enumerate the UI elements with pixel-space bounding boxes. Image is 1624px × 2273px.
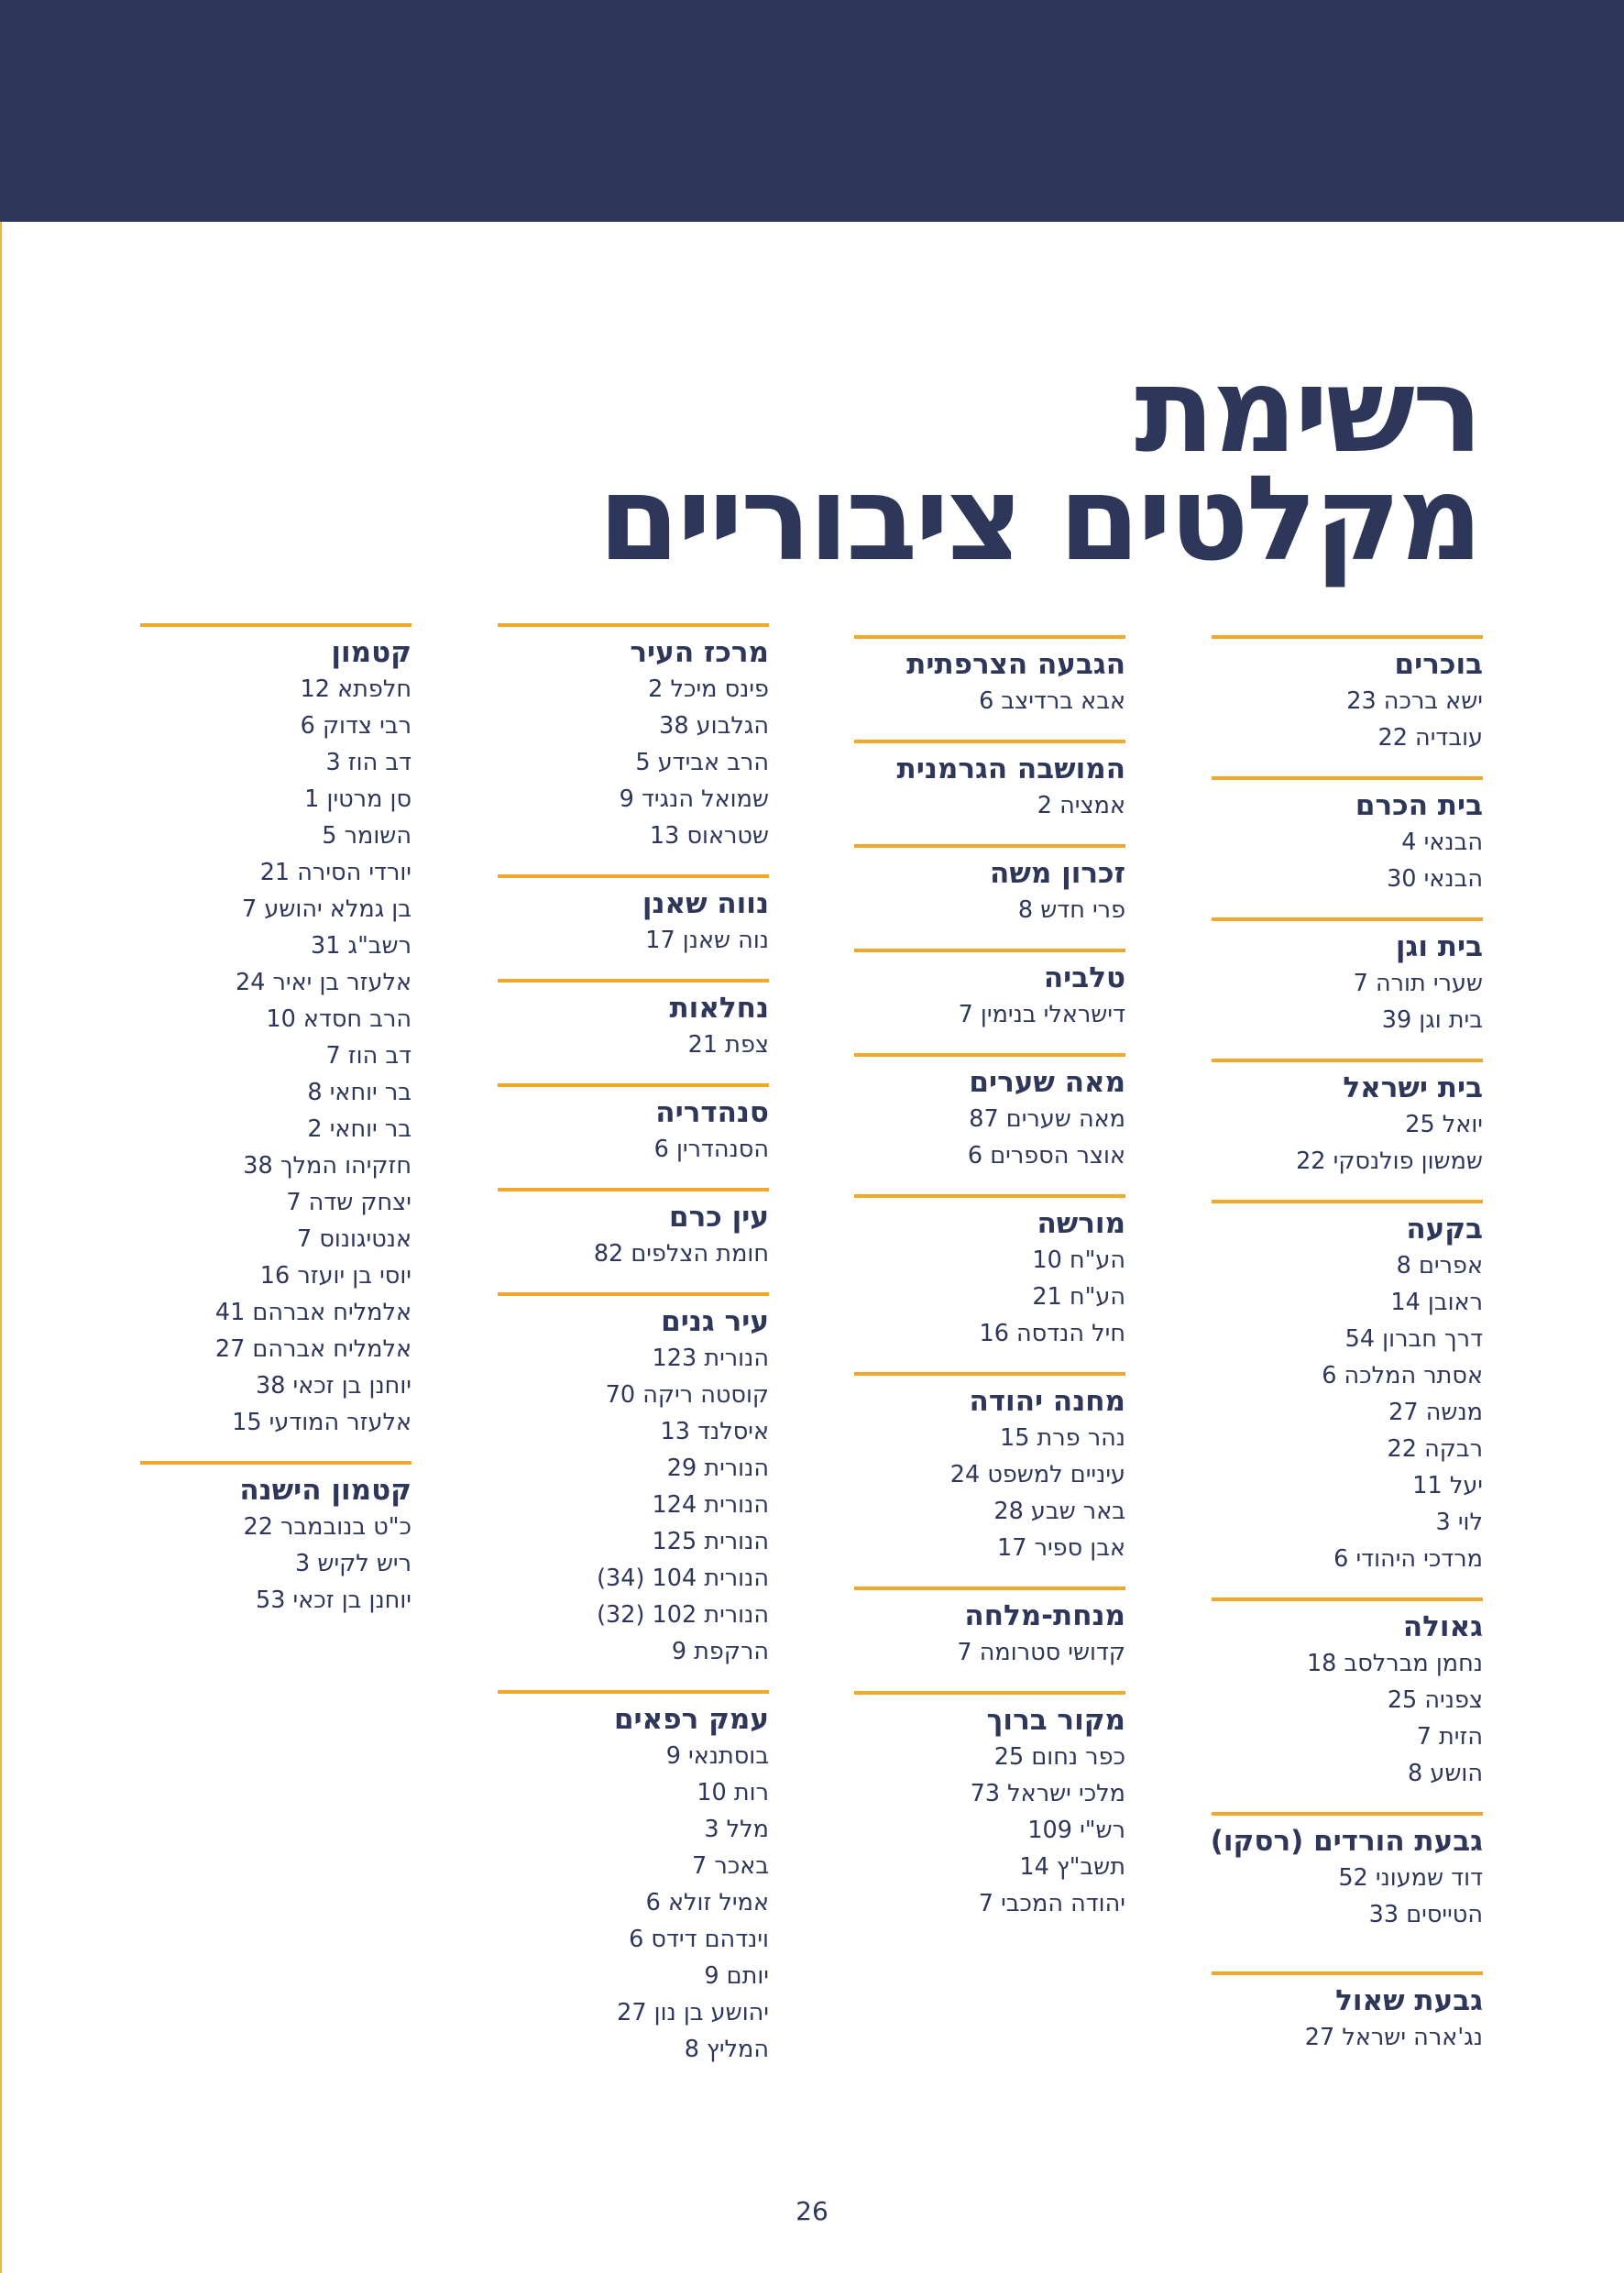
shelter-address: דוד שמעוני 52 bbox=[1338, 1864, 1483, 1892]
neighborhood-title: סנהדריה bbox=[655, 1096, 769, 1129]
shelter-address: בר יוחאי 2 bbox=[307, 1115, 411, 1143]
shelter-address: לוי 3 bbox=[1435, 1509, 1483, 1536]
neighborhood-title: מקור ברוך bbox=[986, 1704, 1125, 1737]
shelter-address: הע"ח 10 bbox=[1032, 1246, 1125, 1274]
neighborhood-title: גבעת שאול bbox=[1335, 1984, 1483, 2017]
neighborhood-section bbox=[1212, 635, 1483, 756]
shelter-address: חזקיהו המלך 38 bbox=[243, 1152, 411, 1180]
shelter-address: דב הוז 7 bbox=[325, 1042, 411, 1070]
neighborhood-title: מנחת-מלחה bbox=[964, 1599, 1125, 1632]
shelter-address: שערי תורה 7 bbox=[1353, 970, 1483, 997]
shelter-address: יהושע בן נון 27 bbox=[617, 1999, 769, 2026]
neighborhood-title: מרכז העיר bbox=[630, 636, 769, 669]
shelter-address: דישראלי בנימין 7 bbox=[958, 1001, 1125, 1028]
neighborhood-title: מאה שערים bbox=[969, 1066, 1125, 1099]
neighborhood-section bbox=[498, 1292, 769, 1670]
neighborhood-title: בוכרים bbox=[1394, 648, 1483, 681]
shelter-address: אמיל זולא 6 bbox=[645, 1889, 769, 1916]
neighborhood-title: בקעה bbox=[1406, 1213, 1483, 1246]
shelter-address: אנטיגונוס 7 bbox=[297, 1225, 411, 1253]
neighborhood-title: עמק רפאים bbox=[613, 1703, 769, 1736]
shelter-address: אלמליח אברהם 41 bbox=[214, 1299, 411, 1326]
neighborhood-title: בית הכרם bbox=[1355, 789, 1483, 822]
page-title bbox=[598, 343, 1480, 587]
neighborhood-title: גבעת הורדים (רסקו) bbox=[1210, 1825, 1483, 1858]
shelter-address: בר יוחאי 8 bbox=[307, 1079, 411, 1106]
shelter-address: יצחק שדה 7 bbox=[286, 1189, 411, 1216]
neighborhood-title: מורשה bbox=[1037, 1207, 1125, 1240]
shelter-address: הנורית 29 bbox=[666, 1455, 769, 1482]
neighborhood-section bbox=[498, 1083, 769, 1168]
neighborhood-title: המושבה הגרמנית bbox=[896, 752, 1125, 785]
shelter-address: צפניה 25 bbox=[1387, 1686, 1483, 1714]
neighborhood-section bbox=[854, 740, 1125, 824]
neighborhood-title: נווה שאנן bbox=[642, 887, 769, 920]
shelter-address: רבקה 22 bbox=[1387, 1435, 1483, 1463]
neighborhood-title: זכרון משה bbox=[990, 857, 1125, 890]
shelter-address: נוה שאנן 17 bbox=[645, 927, 769, 954]
neighborhood-title: גאולה bbox=[1402, 1610, 1483, 1643]
shelter-address: יואל 25 bbox=[1405, 1111, 1483, 1138]
shelter-address: הנורית 102 (32) bbox=[597, 1601, 769, 1629]
neighborhood-section bbox=[1212, 917, 1483, 1038]
shelter-address: יורדי הסירה 21 bbox=[259, 859, 411, 886]
shelter-address: יוחנן בן זכאי 38 bbox=[256, 1372, 411, 1400]
shelter-address: קוסטה ריקה 70 bbox=[605, 1381, 769, 1409]
shelter-address: מאה שערים 87 bbox=[969, 1105, 1125, 1133]
neighborhood-section bbox=[140, 623, 411, 1441]
shelter-address: הרב חסדא 10 bbox=[266, 1005, 411, 1033]
neighborhood-section bbox=[1212, 1971, 1483, 2056]
neighborhood-section bbox=[854, 949, 1125, 1033]
shelter-address: מלל 3 bbox=[704, 1816, 769, 1843]
shelter-address: נג'ארה ישראל 27 bbox=[1304, 2024, 1483, 2051]
shelter-address: ריש לקיש 3 bbox=[295, 1550, 411, 1577]
neighborhood-title: מחנה יהודה bbox=[969, 1385, 1125, 1418]
neighborhood-section bbox=[854, 1053, 1125, 1174]
shelter-address: כפר נחום 25 bbox=[993, 1743, 1125, 1771]
shelter-address: יוסי בן יועזר 16 bbox=[259, 1262, 411, 1290]
shelter-address: הנורית 124 bbox=[652, 1491, 769, 1519]
shelter-address: הטייסים 33 bbox=[1368, 1901, 1483, 1928]
shelter-address: תשב"ץ 14 bbox=[1019, 1853, 1125, 1881]
shelter-address: הרקפת 9 bbox=[671, 1638, 769, 1665]
shelter-address: אמציה 2 bbox=[1037, 792, 1125, 819]
shelter-address: צפת 21 bbox=[687, 1031, 769, 1059]
neighborhood-section bbox=[854, 1691, 1125, 1922]
shelter-address: מרדכי היהודי 6 bbox=[1333, 1545, 1483, 1573]
shelter-address: עובדיה 22 bbox=[1377, 724, 1483, 752]
header-band bbox=[0, 0, 1624, 222]
shelter-address: הושע 8 bbox=[1408, 1760, 1483, 1787]
shelter-address: נחמן מברלסב 18 bbox=[1306, 1650, 1483, 1677]
neighborhood-section bbox=[1212, 1598, 1483, 1792]
neighborhood-section bbox=[1212, 1200, 1483, 1577]
shelter-address: הנורית 125 bbox=[652, 1528, 769, 1555]
shelter-address: שמואל הנגיד 9 bbox=[619, 785, 769, 813]
neighborhood-title: טלביה bbox=[1043, 961, 1125, 994]
shelter-address: רשב"ג 31 bbox=[311, 932, 411, 960]
shelter-address: פרי חדש 8 bbox=[1017, 896, 1125, 924]
neighborhood-title: בית ישראל bbox=[1343, 1071, 1483, 1104]
shelter-address: הע"ח 21 bbox=[1032, 1283, 1125, 1311]
neighborhood-title: בית וגן bbox=[1395, 930, 1483, 963]
neighborhood-title: עיר גנים bbox=[661, 1305, 769, 1338]
column-3 bbox=[498, 603, 769, 2068]
shelter-address: אבא ברדיצב 6 bbox=[979, 687, 1125, 715]
neighborhood-title: קטמון הישנה bbox=[239, 1474, 411, 1507]
shelter-address: אלעזר המודעי 15 bbox=[232, 1409, 411, 1436]
shelter-address: קדושי סטרומה 7 bbox=[957, 1639, 1125, 1666]
neighborhood-section bbox=[498, 1188, 769, 1272]
shelter-address: המליץ 8 bbox=[684, 2036, 769, 2063]
shelter-address: חיל הנדסה 16 bbox=[979, 1320, 1125, 1347]
shelter-address: הגלבוע 38 bbox=[659, 712, 769, 740]
shelter-address: אלמליח אברהם 27 bbox=[214, 1335, 411, 1363]
shelter-address: אפרים 8 bbox=[1396, 1252, 1483, 1279]
shelter-address: מלכי ישראל 73 bbox=[970, 1780, 1125, 1807]
title-line-1: רשימת bbox=[1135, 343, 1480, 479]
shelter-address: סן מרטין 1 bbox=[304, 785, 411, 813]
neighborhood-title: נחלאות bbox=[669, 992, 769, 1025]
shelter-address: ישא ברכה 23 bbox=[1346, 687, 1483, 715]
column-1 bbox=[1212, 615, 1483, 2056]
shelter-address: חלפתא 12 bbox=[300, 675, 411, 703]
shelter-address: איסלנד 13 bbox=[660, 1418, 769, 1445]
neighborhood-title: הגבעה הצרפתית bbox=[906, 648, 1125, 681]
neighborhood-section bbox=[498, 1690, 769, 2068]
shelter-address: אלעזר בן יאיר 24 bbox=[235, 969, 411, 996]
column-4 bbox=[140, 603, 411, 1619]
neighborhood-title: קטמון bbox=[331, 636, 411, 669]
shelter-address: השומר 5 bbox=[322, 822, 411, 850]
shelter-address: בן גמלא יהושע 7 bbox=[242, 895, 411, 923]
shelter-address: ראובן 14 bbox=[1390, 1289, 1483, 1316]
shelter-address: רש"י 109 bbox=[1027, 1817, 1125, 1844]
shelter-address: דב הוז 3 bbox=[325, 749, 411, 776]
shelter-address: כ"ט בנובמבר 22 bbox=[243, 1513, 411, 1541]
shelter-address: יותם 9 bbox=[704, 1962, 769, 1990]
page-number: 26 bbox=[796, 2196, 828, 2226]
neighborhood-section bbox=[854, 1587, 1125, 1671]
shelter-address: הבנאי 4 bbox=[1401, 829, 1483, 856]
shelter-address: אבן ספיר 17 bbox=[997, 1534, 1125, 1562]
neighborhood-section bbox=[854, 844, 1125, 928]
neighborhood-section bbox=[854, 1372, 1125, 1566]
neighborhood-section bbox=[498, 623, 769, 854]
shelter-address: יהודה המכבי 7 bbox=[978, 1890, 1125, 1917]
shelter-address: דרך חברון 54 bbox=[1344, 1325, 1483, 1353]
shelter-address: יוחנן בן זכאי 53 bbox=[256, 1587, 411, 1614]
shelter-address: שטראוס 13 bbox=[649, 822, 769, 850]
title-line-2: מקלטים ציבוריים bbox=[598, 451, 1480, 587]
shelter-address: פינס מיכל 2 bbox=[648, 675, 769, 703]
shelter-address: הבנאי 30 bbox=[1387, 865, 1483, 893]
neighborhood-section bbox=[498, 979, 769, 1063]
shelter-address: באכר 7 bbox=[691, 1852, 769, 1880]
neighborhood-section bbox=[854, 635, 1125, 719]
shelter-address: שמשון פולנסקי 22 bbox=[1296, 1147, 1483, 1175]
shelter-address: יעל 11 bbox=[1412, 1472, 1483, 1499]
neighborhood-section bbox=[498, 874, 769, 959]
shelter-address: הזית 7 bbox=[1416, 1723, 1483, 1751]
shelter-address: וינדהם דידס 6 bbox=[629, 1926, 769, 1953]
neighborhood-section bbox=[1212, 1059, 1483, 1180]
shelter-address: הרב אבידע 5 bbox=[635, 749, 769, 776]
shelter-address: באר שבע 28 bbox=[993, 1498, 1125, 1525]
shelter-address: הנורית 123 bbox=[652, 1345, 769, 1372]
shelter-address: מנשה 27 bbox=[1388, 1399, 1483, 1426]
neighborhood-section bbox=[1212, 1812, 1483, 1933]
shelter-address: רבי צדוק 6 bbox=[300, 712, 411, 740]
shelter-address: בית וגן 39 bbox=[1381, 1006, 1483, 1034]
shelter-address: רות 10 bbox=[697, 1779, 769, 1806]
shelter-address: אסתר המלכה 6 bbox=[1322, 1362, 1483, 1389]
column-2 bbox=[854, 615, 1125, 1922]
shelter-address: הסנהדרין 6 bbox=[653, 1136, 769, 1163]
shelter-address: נהר פרת 15 bbox=[999, 1424, 1125, 1452]
shelter-address: אוצר הספרים 6 bbox=[967, 1142, 1125, 1169]
neighborhood-section bbox=[1212, 776, 1483, 897]
shelter-address: בוסתנאי 9 bbox=[665, 1742, 769, 1770]
neighborhood-title: עין כרם bbox=[668, 1201, 769, 1234]
shelter-address: עיניים למשפט 24 bbox=[949, 1461, 1125, 1488]
neighborhood-section bbox=[140, 1461, 411, 1619]
shelter-address: הנורית 104 (34) bbox=[597, 1565, 769, 1592]
shelter-address: חומת הצלפים 82 bbox=[593, 1240, 769, 1268]
left-edge-accent bbox=[0, 222, 2, 2273]
neighborhood-section bbox=[854, 1194, 1125, 1352]
